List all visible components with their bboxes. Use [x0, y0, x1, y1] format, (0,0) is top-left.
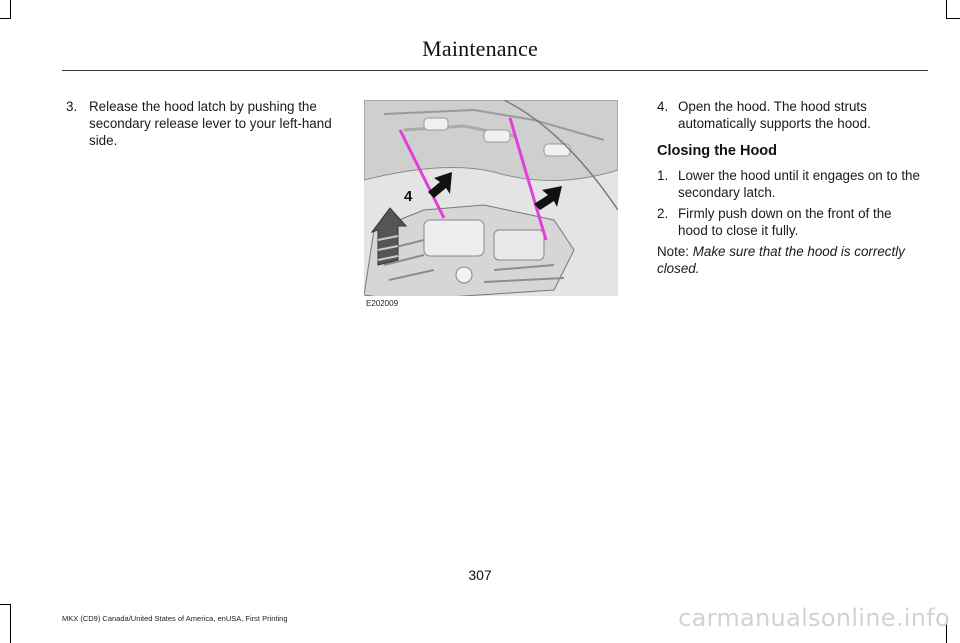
- crop-mark: [0, 604, 11, 605]
- note-line: [657, 243, 937, 260]
- header-divider: [62, 70, 928, 71]
- figure-callout: 4: [404, 188, 413, 205]
- note-label: Note:: [657, 244, 690, 259]
- step-number: 2.: [657, 206, 669, 221]
- step-line: Firmly push down on the front of the: [678, 206, 892, 221]
- figure-code: E202009: [366, 299, 399, 308]
- section-heading: Closing the Hood: [657, 143, 778, 159]
- crop-mark: [10, 0, 11, 18]
- step-line: Open the hood. The hood struts: [678, 99, 867, 114]
- step-line: hood to close it fully.: [678, 223, 799, 238]
- step-line: secondary latch.: [678, 185, 776, 200]
- crop-mark: [10, 604, 11, 643]
- engine-bay-illustration: [364, 100, 618, 314]
- step-number: 3.: [66, 99, 78, 114]
- step-number: 4.: [657, 99, 669, 114]
- crop-mark: [0, 18, 11, 19]
- step-text: [678, 98, 871, 132]
- step-line: automatically supports the hood.: [678, 116, 871, 131]
- hood-strut-diagram: [364, 100, 618, 314]
- page-number: 307: [468, 567, 492, 583]
- note-line: [657, 260, 937, 277]
- document-info: MKX (CD9) Canada/United States of America, enUSA, First Printing: [62, 614, 288, 623]
- crop-mark: [946, 18, 960, 19]
- step-text: [89, 98, 332, 149]
- step-line: Lower the hood until it engages on to the: [678, 168, 920, 183]
- page-title: Maintenance: [422, 36, 538, 61]
- step-number: 1.: [657, 168, 669, 183]
- note-text: Make sure that the hood is correctly: [692, 244, 905, 259]
- step-line: Release the hood latch by pushing the: [89, 99, 317, 114]
- step-text: [678, 205, 892, 239]
- crop-mark: [946, 0, 947, 18]
- note-text: closed.: [657, 261, 700, 276]
- step-line: secondary release lever to your left-hand: [89, 116, 332, 131]
- note: [657, 243, 937, 277]
- step-text: [678, 167, 920, 201]
- watermark: carmanualsonline.info: [678, 604, 950, 632]
- step-line: side.: [89, 133, 118, 148]
